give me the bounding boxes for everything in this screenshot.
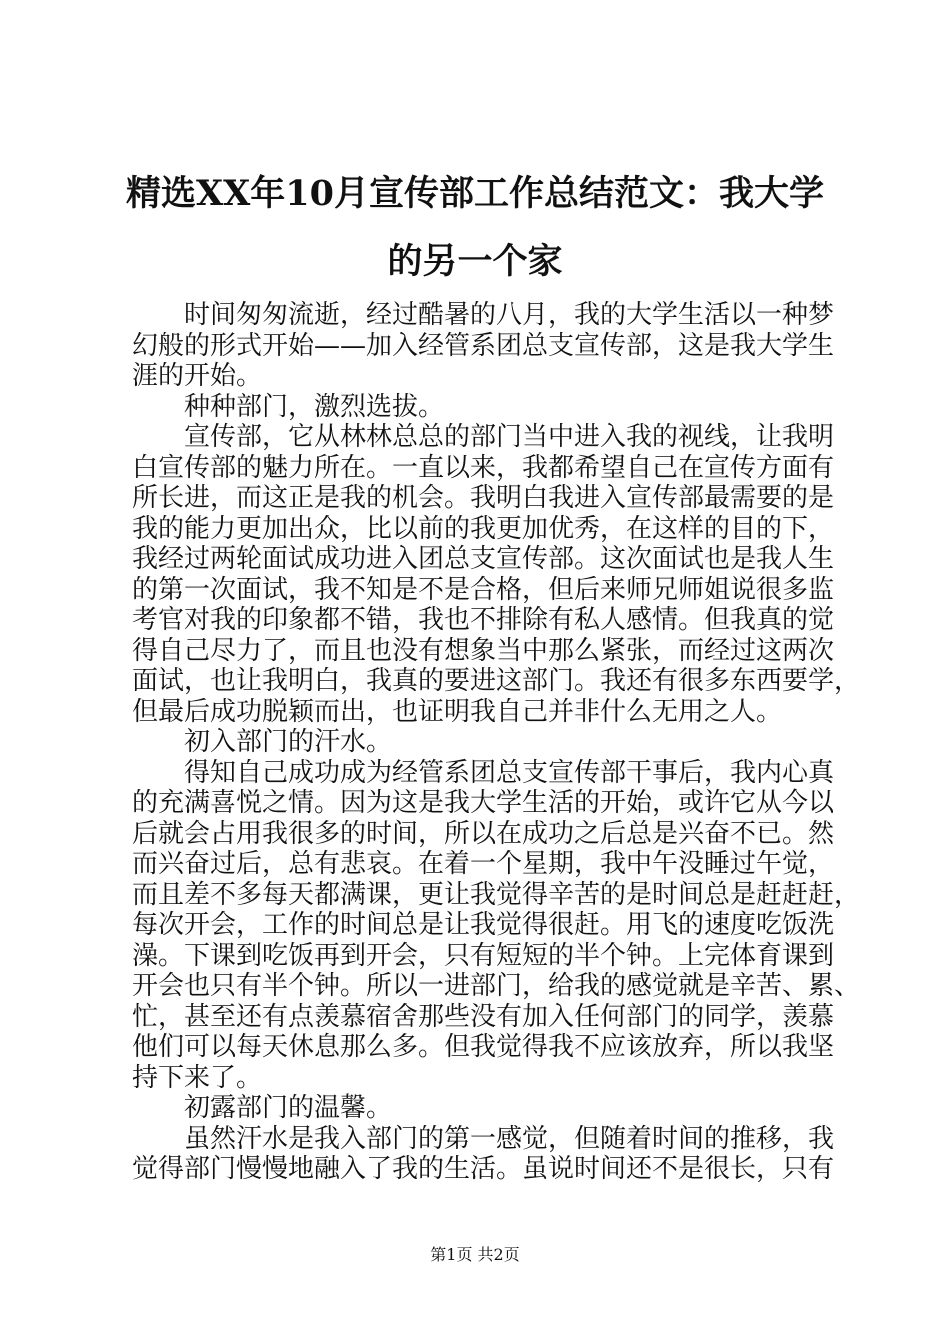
body-text-line: 我经过两轮面试成功进入团总支宣传部。这次面试也是我人生 — [132, 544, 835, 574]
body-text-line: 的第一次面试，我不知是不是合格，但后来师兄师姐说很多监 — [132, 574, 835, 605]
body-text-line: 白宣传部的魅力所在。一直以来，我都希望自己在宣传方面有 — [132, 452, 835, 483]
body-text-line: 忙，甚至还有点羡慕宿舍那些没有加入任何部门的同学，羡慕 — [132, 1001, 835, 1032]
body-text-line: 觉得部门慢慢地融入了我的生活。虽说时间还不是很长，只有 — [132, 1154, 835, 1184]
body-text-line: 而兴奋过后，总有悲哀。在着一个星期，我中午没睡过午觉， — [132, 849, 835, 879]
body-text-line: 得知自己成功成为经管系团总支宣传部干事后，我内心真 — [132, 757, 835, 788]
body-text-line: 持下来了。 — [132, 1062, 263, 1093]
body-text-line: 面试，也让我明白，我真的要进这部门。我还有很多东西要学， — [132, 666, 861, 696]
body-text-line: 每次开会，工作的时间总是让我觉得很赶。用飞的速度吃饭洗 — [132, 910, 835, 940]
body-text-line: 初入部门的汗水。 — [132, 727, 393, 757]
body-text-line: 虽然汗水是我入部门的第一感觉，但随着时间的推移，我 — [132, 1123, 835, 1154]
body-text-line: 初露部门的温馨。 — [132, 1093, 393, 1123]
body-text-line: 种种部门，激烈选拔。 — [132, 391, 445, 422]
title-line-2: 的另一个家 — [387, 241, 563, 282]
body-text-line: 所长进，而这正是我的机会。我明白我进入宣传部最需要的是 — [132, 483, 835, 513]
body-text-line: 开会也只有半个钟。所以一进部门，给我的感觉就是辛苦、累、 — [132, 971, 861, 1001]
body-text-line: 的充满喜悦之情。因为这是我大学生活的开始，或许它从今以 — [132, 788, 835, 818]
page-footer: 第1页 共2页 — [430, 1245, 520, 1264]
body-text-line: 宣传部，它从林林总总的部门当中进入我的视线，让我明 — [132, 422, 835, 452]
title-line-1: 精选XX年10月宣传部工作总结范文：我大学 — [125, 173, 825, 214]
body-text-line: 涯的开始。 — [132, 361, 263, 391]
body-text-line: 考官对我的印象都不错，我也不排除有私人感情。但我真的觉 — [132, 605, 835, 635]
body-text-line: 时间匆匆流逝，经过酷暑的八月，我的大学生活以一种梦 — [132, 300, 835, 330]
body-text-line: 幻般的形式开始——加入经管系团总支宣传部，这是我大学生 — [132, 330, 835, 361]
document-title — [100, 160, 850, 296]
body-text-line: 我的能力更加出众，比以前的我更加优秀，在这样的目的下， — [132, 513, 835, 544]
body-text-line: 而且差不多每天都满课，更让我觉得辛苦的是时间总是赶赶赶， — [132, 879, 861, 910]
body-text-line: 澡。下课到吃饭再到开会，只有短短的半个钟。上完体育课到 — [132, 940, 835, 971]
body-text-line: 得自己尽力了，而且也没有想象当中那么紧张，而经过这两次 — [132, 635, 835, 666]
body-text-line: 但最后成功脱颖而出，也证明我自己并非什么无用之人。 — [132, 696, 783, 727]
document-body — [132, 300, 861, 1185]
body-text-line: 他们可以每天休息那么多。但我觉得我不应该放弃，所以我坚 — [132, 1032, 835, 1062]
body-text-line: 后就会占用我很多的时间，所以在成功之后总是兴奋不已。然 — [132, 818, 835, 849]
